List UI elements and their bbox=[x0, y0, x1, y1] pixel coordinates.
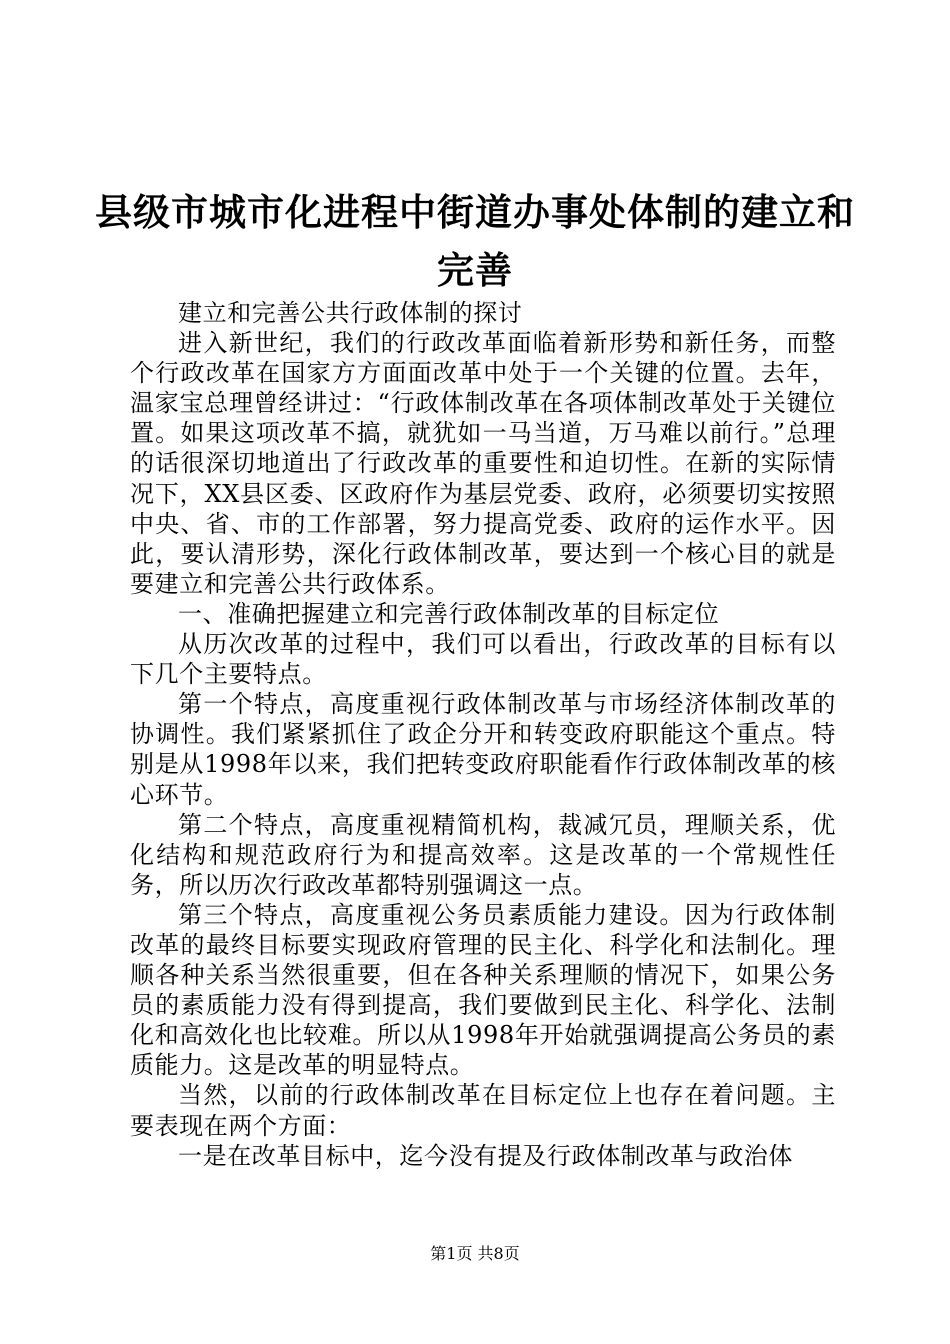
document-body bbox=[130, 298, 836, 1171]
paragraph: 建立和完善公共行政体制的探讨 bbox=[178, 299, 523, 327]
paragraph: 第一个特点，高度重视行政体制改革与市场经济体制改革的协调性。我们紧紧抓住了政企分开和转变政府职能这个重点。特别是从1998年以来，我们把转变政府职能看作行政体制改革的核心环节。 bbox=[130, 690, 836, 809]
paragraph: 当然，以前的行政体制改革在目标定位上也存在着问题。主要表现在两个方面： bbox=[130, 1081, 836, 1140]
paragraph: 从历次改革的过程中，我们可以看出，行政改革的目标有以下几个主要特点。 bbox=[130, 630, 836, 689]
document-title-line2: 完善 bbox=[437, 249, 513, 292]
page-footer: 第1页 共8页 bbox=[430, 1244, 520, 1263]
paragraph: 一、准确把握建立和完善行政体制改革的目标定位 bbox=[178, 599, 720, 628]
paragraph: 一是在改革目标中，迄今没有提及行政体制改革与政治体 bbox=[178, 1141, 793, 1170]
document-title-line1: 县级市城市化进程中街道办事处体制的建立和 bbox=[95, 191, 855, 234]
paragraph: 进入新世纪，我们的行政改革面临着新形势和新任务，而整个行政改革在国家方方面面改革中处于一个关键的位置。去年，温家宝总理曾经讲过：“行政体制改革在各项体制改革处于关键位置。如果这项改革不搞，就犹如一马当道，万马难以前行。”总理的话很深切地道出了行政改革的重要性和迫切性。在新的实际情况下，XX县区委、区政府作为基层党委、政府，必须要切实按照中央、省、市的工作部署，努力提高党委、政府的运作水平。因此，要认清形势，深化行政体制改革，要达到一个核心目的就是要建立和完善公共行政体系。 bbox=[130, 329, 836, 598]
paragraph: 第三个特点，高度重视公务员素质能力建设。因为行政体制改革的最终目标要实现政府管理的民主化、科学化和法制化。理顺各种关系当然很重要，但在各种关系理顺的情况下，如果公务员的素质能力没有得到提高，我们要做到民主化、科学化、法制化和高效化也比较难。所以从1998年开始就强调提高公务员的素质能力。这是改革的明显特点。 bbox=[130, 900, 836, 1080]
paragraph: 第二个特点，高度重视精简机构，裁减冗员，理顺关系，优化结构和规范政府行为和提高效率。这是改革的一个常规性任务，所以历次行政改革都特别强调这一点。 bbox=[130, 810, 836, 899]
